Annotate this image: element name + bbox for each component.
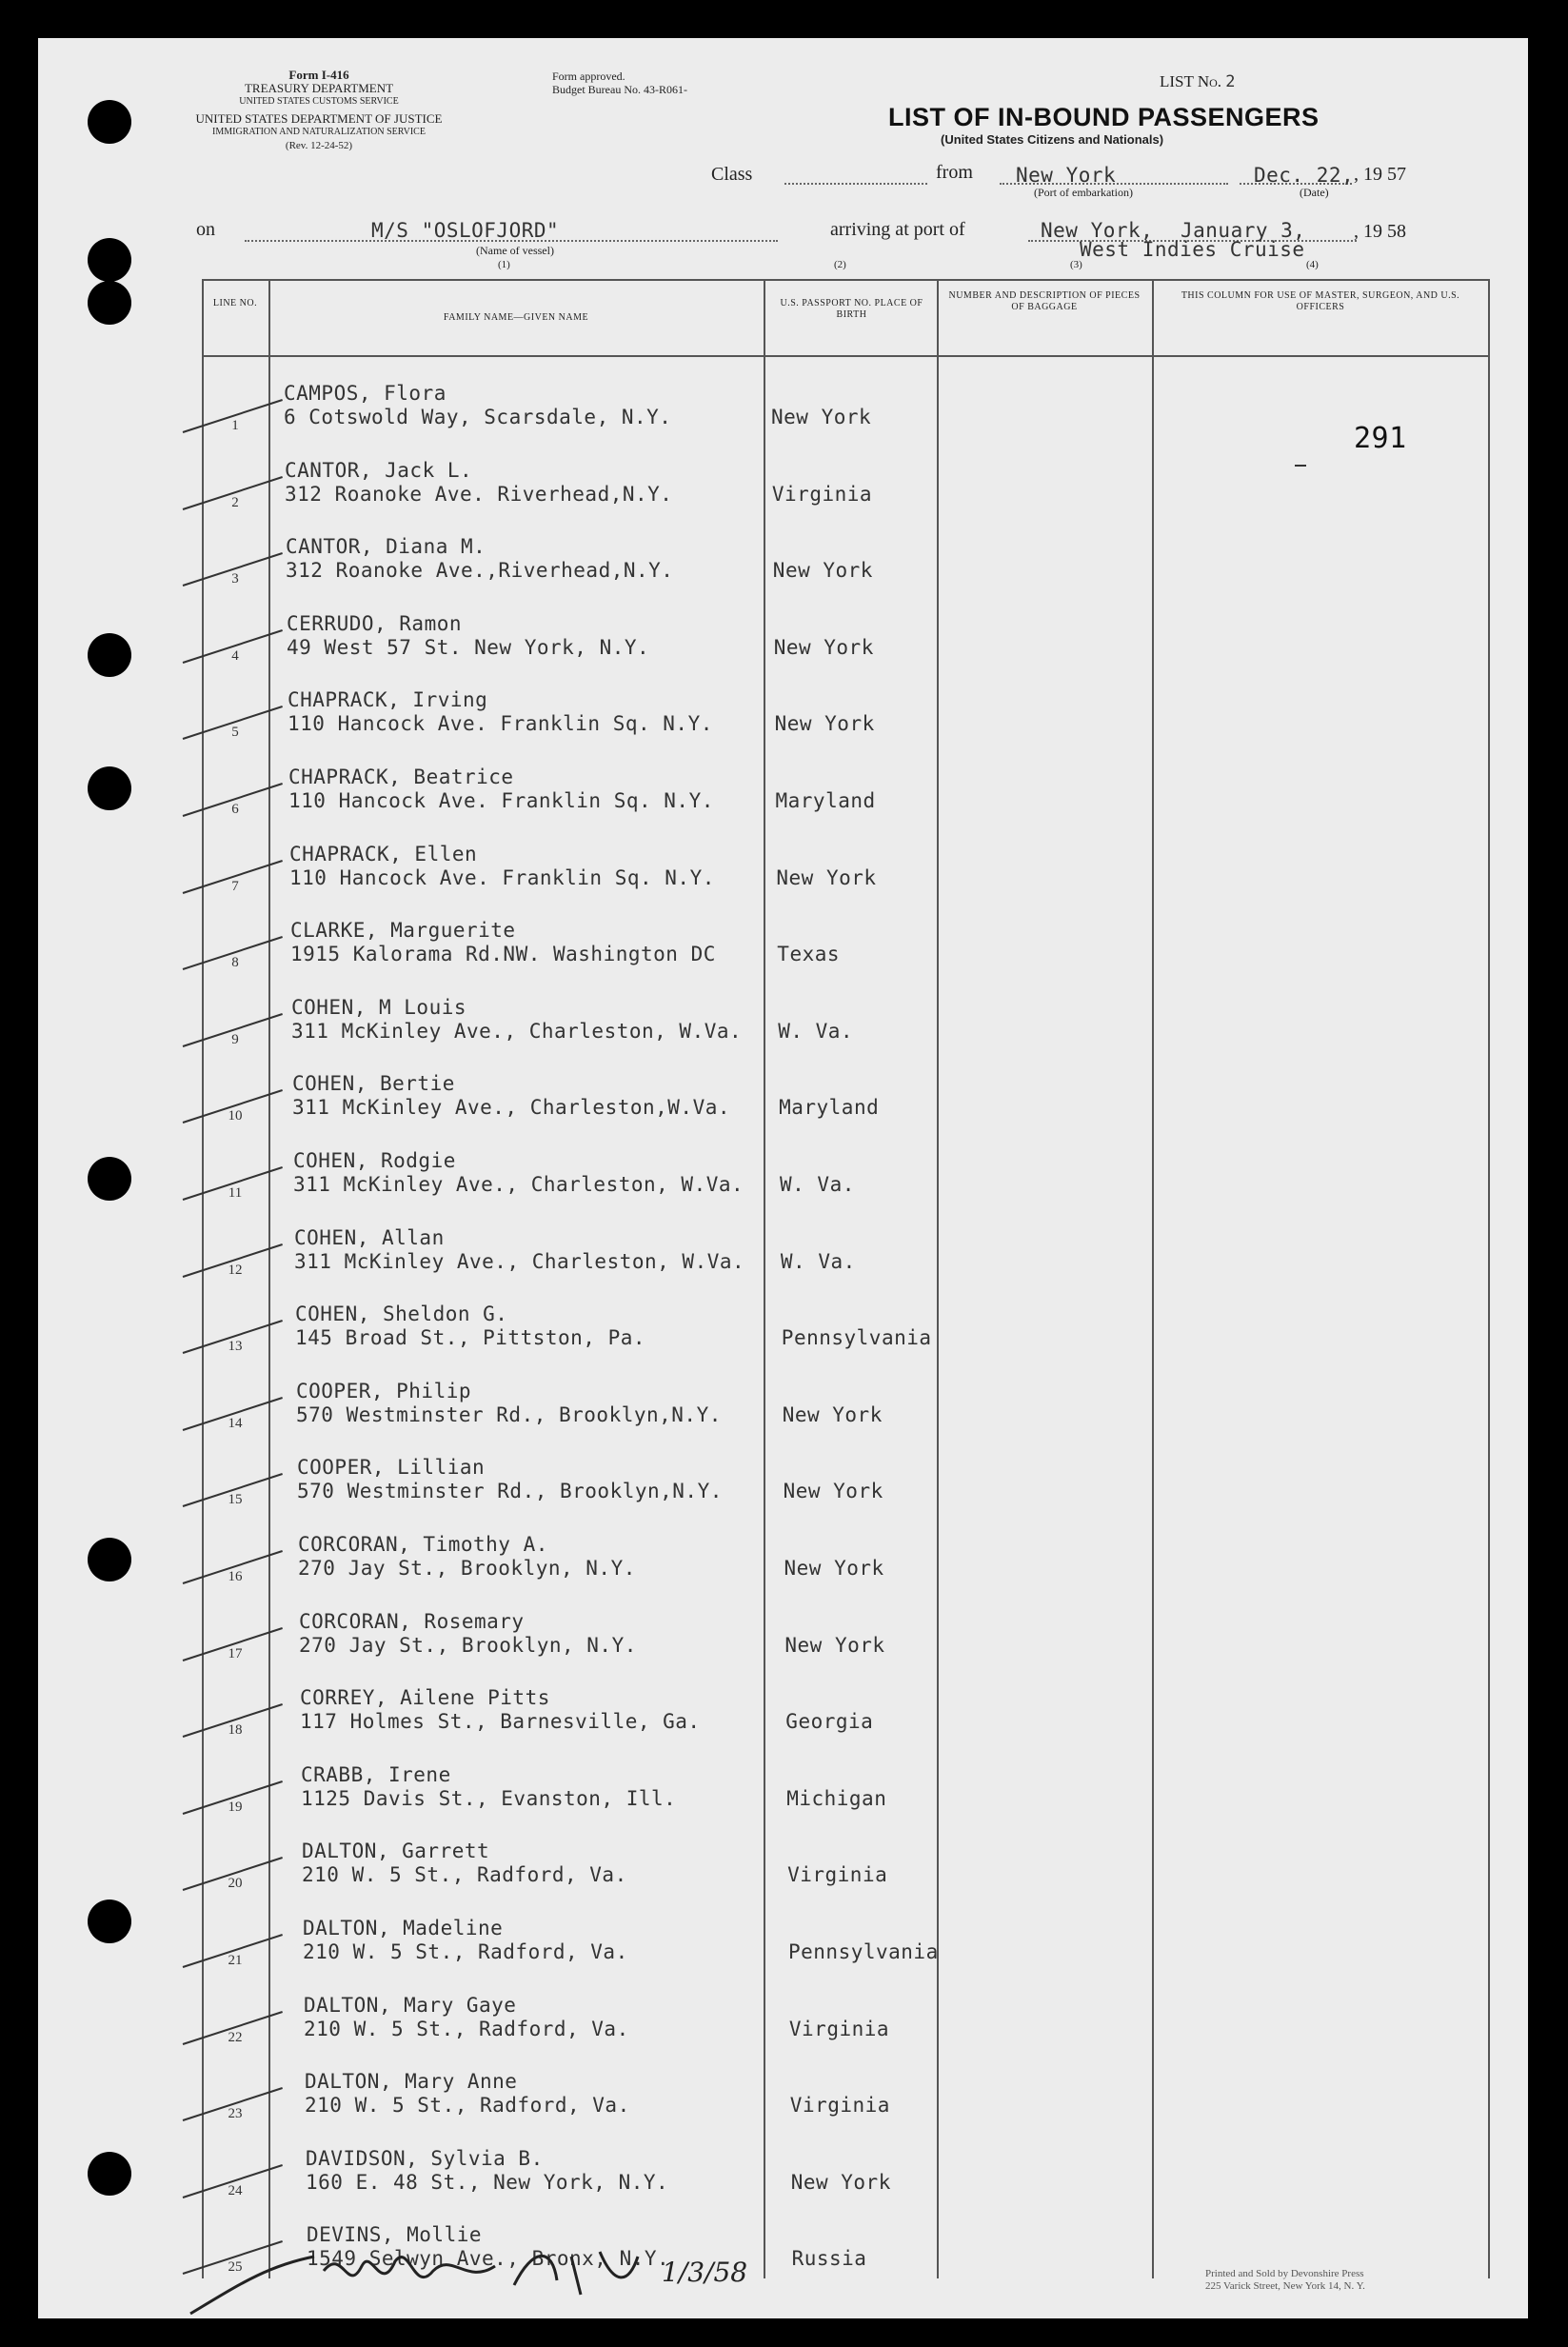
passenger-address: 1915 Kalorama Rd.NW. Washington DC — [290, 943, 716, 966]
table-row — [202, 382, 1463, 458]
passenger-address: 210 W. 5 St., Radford, Va. — [304, 2017, 629, 2040]
passenger-address: 311 McKinley Ave., Charleston,W.Va. — [292, 1096, 731, 1120]
col-num-1: (1) — [498, 259, 510, 270]
passenger-address: 312 Roanoke Ave. Riverhead,N.Y. — [285, 482, 673, 506]
passenger-name: DEVINS, Mollie — [307, 2223, 483, 2247]
punch-hole — [88, 1538, 131, 1581]
passenger-name: COHEN, M Louis — [291, 995, 467, 1019]
passenger-name: COHEN, Bertie — [292, 1072, 455, 1096]
line-number: 7 — [231, 878, 239, 894]
place-of-birth: Michigan — [786, 1786, 887, 1810]
table-row — [202, 535, 1463, 611]
place-of-birth: New York — [772, 559, 873, 583]
line-number: 21 — [228, 1953, 243, 1968]
place-of-birth: W. Va. — [778, 1019, 854, 1043]
port-of-embarkation: New York — [1016, 164, 1117, 187]
place-of-birth: New York — [782, 1402, 883, 1426]
page-title: LIST OF IN-BOUND PASSENGERS — [888, 103, 1320, 131]
dept-justice-sub: IMMIGRATION AND NATURALIZATION SERVICE — [212, 127, 426, 137]
table-row — [202, 919, 1463, 995]
page-subtitle: (United States Citizens and Nationals) — [941, 132, 1164, 147]
passenger-name: DAVIDSON, Sylvia B. — [306, 2146, 544, 2170]
table-row — [202, 612, 1463, 688]
passenger-table — [202, 279, 1490, 2278]
signature-date: 1/3/58 — [662, 2257, 748, 2288]
cruise-name: West Indies Cruise — [1080, 238, 1305, 261]
place-of-birth: New York — [784, 1633, 885, 1657]
arriving-label: arriving at port of — [830, 219, 965, 240]
punch-hole — [88, 100, 131, 144]
place-of-birth: Virginia — [771, 482, 873, 506]
col-header-name: FAMILY NAME—GIVEN NAME — [443, 312, 589, 323]
line-number: 2 — [231, 494, 239, 510]
table-row — [202, 688, 1463, 765]
table-row — [202, 766, 1463, 842]
line-number: 25 — [228, 2259, 243, 2276]
passenger-address: 570 Westminster Rd., Brooklyn,N.Y. — [297, 1480, 723, 1503]
form-approved-text: Form approved. — [552, 70, 625, 83]
arrival-port: New York, — [1041, 219, 1154, 242]
punch-hole — [88, 281, 131, 325]
place-of-birth: New York — [773, 635, 874, 659]
punch-hole — [88, 2152, 131, 2196]
passenger-name: DALTON, Mary Gaye — [304, 1993, 517, 2017]
passenger-address: 210 W. 5 St., Radford, Va. — [303, 1940, 628, 1963]
form-revision: (Rev. 12-24-52) — [285, 140, 353, 151]
table-row — [202, 1380, 1463, 1456]
line-number: 23 — [228, 2106, 243, 2122]
col-num-3: (3) — [1070, 259, 1082, 270]
officer-stamp-number: 291 — [1354, 422, 1407, 455]
passenger-name: CLARKE, Marguerite — [290, 919, 516, 943]
line-number: 14 — [228, 1415, 243, 1431]
passenger-address: 311 McKinley Ave., Charleston, W.Va. — [291, 1019, 743, 1043]
vessel-caption: (Name of vessel) — [476, 244, 554, 257]
table-row — [202, 1456, 1463, 1532]
table-row — [202, 1917, 1463, 1993]
line-number: 5 — [231, 725, 239, 741]
line-number: 18 — [228, 1722, 243, 1739]
passenger-name: CANTOR, Jack L. — [285, 458, 473, 482]
budget-bureau-text: Budget Bureau No. 43-R061- — [552, 83, 687, 96]
line-number: 22 — [228, 2029, 243, 2045]
passenger-address: 110 Hancock Ave. Franklin Sq. N.Y. — [288, 712, 713, 736]
place-of-birth: Pennsylvania — [781, 1326, 932, 1350]
form-header-left — [176, 69, 462, 152]
punch-hole — [88, 1157, 131, 1201]
place-of-birth: Pennsylvania — [788, 1940, 939, 1963]
passenger-address: 49 West 57 St. New York, N.Y. — [287, 635, 650, 659]
passenger-address: 117 Holmes St., Barnesville, Ga. — [300, 1710, 701, 1734]
header-divider — [202, 355, 1490, 357]
punch-hole — [88, 766, 131, 810]
table-row — [202, 1840, 1463, 1916]
place-of-birth: Texas — [777, 943, 841, 966]
line-number: 24 — [228, 2182, 243, 2198]
class-label: Class — [711, 164, 753, 185]
place-of-birth: Russia — [791, 2247, 867, 2271]
arrival-year: , 19 58 — [1354, 221, 1406, 242]
list-number-label: LIST No. — [1160, 72, 1222, 90]
place-of-birth: Virginia — [789, 2094, 890, 2118]
place-of-birth: Maryland — [779, 1096, 880, 1120]
form-number: Form I-416 — [288, 68, 349, 82]
line-number: 6 — [231, 802, 239, 817]
line-number: 10 — [228, 1108, 243, 1124]
from-label: from — [936, 162, 973, 183]
passenger-address: 1125 Davis St., Evanston, Ill. — [301, 1786, 677, 1810]
passenger-name: CORCORAN, Timothy A. — [298, 1533, 548, 1556]
printer-line-1: Printed and Sold by Devonshire Press — [1205, 2268, 1364, 2279]
passenger-address: 210 W. 5 St., Radford, Va. — [305, 2094, 630, 2118]
right-border — [1488, 279, 1490, 2278]
line-number: 19 — [228, 1799, 243, 1815]
col-header-line: LINE NO. — [212, 298, 258, 308]
passenger-address: 311 McKinley Ave., Charleston, W.Va. — [293, 1173, 744, 1196]
printer-line-2: 225 Varick Street, New York 14, N. Y. — [1205, 2280, 1365, 2292]
place-of-birth: New York — [776, 865, 877, 889]
place-of-birth: New York — [783, 1480, 883, 1503]
table-row — [202, 996, 1463, 1072]
table-row — [202, 2070, 1463, 2146]
line-number: 17 — [228, 1645, 243, 1661]
on-label: on — [196, 219, 215, 240]
passenger-address: 160 E. 48 St., New York, N.Y. — [306, 2170, 669, 2194]
place-of-birth: New York — [774, 712, 875, 736]
table-row — [202, 1994, 1463, 2070]
table-row — [202, 1303, 1463, 1379]
dept-justice: UNITED STATES DEPARTMENT OF JUSTICE — [195, 111, 443, 126]
passenger-name: CORREY, Ailene Pitts — [300, 1686, 550, 1710]
table-row — [202, 1226, 1463, 1303]
table-row — [202, 1763, 1463, 1840]
place-of-birth: Virginia — [787, 1863, 888, 1887]
passenger-address: 570 Westminster Rd., Brooklyn,N.Y. — [296, 1402, 722, 1426]
line-number: 16 — [228, 1569, 243, 1584]
dept-treasury: TREASURY DEPARTMENT — [244, 81, 394, 95]
passenger-name: COHEN, Sheldon G. — [295, 1303, 508, 1326]
place-of-birth: New York — [771, 406, 872, 428]
col-header-officers: THIS COLUMN FOR USE OF MASTER, SURGEON, AND U.S. OFFICERS — [1181, 290, 1460, 312]
table-row — [202, 1072, 1463, 1148]
passenger-name: COHEN, Rodgie — [293, 1149, 456, 1172]
dept-treasury-sub: UNITED STATES CUSTOMS SERVICE — [239, 96, 399, 107]
passenger-address: 110 Hancock Ave. Franklin Sq. N.Y. — [288, 789, 714, 812]
passenger-name: DALTON, Garrett — [302, 1840, 490, 1863]
departure-date: Dec. 22, — [1254, 164, 1355, 187]
passenger-name: DALTON, Madeline — [303, 1917, 504, 1939]
table-row — [202, 1533, 1463, 1609]
line-number: 4 — [231, 647, 239, 664]
table-row — [202, 459, 1463, 535]
line-number: 1 — [231, 418, 239, 433]
passenger-name: COOPER, Lillian — [297, 1456, 486, 1480]
passenger-name: CORCORAN, Rosemary — [299, 1609, 525, 1633]
passenger-address: 270 Jay St., Brooklyn, N.Y. — [299, 1633, 637, 1657]
port-embarkation-caption: (Port of embarkation) — [1034, 186, 1133, 199]
table-row — [202, 843, 1463, 919]
passenger-address: 270 Jay St., Brooklyn, N.Y. — [298, 1557, 636, 1580]
passenger-name: CERRUDO, Ramon — [287, 611, 463, 635]
passenger-name: CHAPRACK, Ellen — [289, 842, 478, 865]
line-number: 20 — [228, 1876, 243, 1892]
line-number: 15 — [228, 1492, 243, 1508]
line-number: 11 — [228, 1185, 243, 1201]
line-number: 8 — [231, 955, 239, 971]
place-of-birth: Maryland — [775, 789, 876, 812]
passenger-name: CHAPRACK, Irving — [288, 688, 488, 712]
departure-year: , 19 57 — [1354, 164, 1406, 185]
passenger-address: 6 Cotswold Way, Scarsdale, N.Y. — [284, 406, 672, 428]
table-row — [202, 1149, 1463, 1225]
list-number-value: 2 — [1225, 72, 1237, 91]
form-approval — [552, 70, 752, 96]
line-number: 12 — [228, 1262, 243, 1278]
col-num-4: (4) — [1306, 259, 1319, 270]
passenger-name: CANTOR, Diana M. — [286, 535, 486, 559]
date-caption: (Date) — [1300, 186, 1329, 199]
punch-hole — [88, 238, 131, 282]
punch-hole — [88, 633, 131, 677]
place-of-birth: W. Va. — [780, 1173, 855, 1196]
passenger-address: 1549 Selwyn Ave., Bronx, N.Y. — [307, 2247, 670, 2271]
passenger-name: CAMPOS, Flora — [284, 382, 447, 405]
passenger-name: CHAPRACK, Beatrice — [288, 766, 514, 788]
passenger-address: 210 W. 5 St., Radford, Va. — [302, 1863, 627, 1887]
class-field — [784, 183, 927, 185]
col-header-baggage: NUMBER AND DESCRIPTION OF PIECES OF BAGGAGE — [948, 290, 1141, 312]
table-row — [202, 1610, 1463, 1686]
line-number: 13 — [228, 1339, 243, 1355]
passenger-address: 311 McKinley Ave., Charleston, W.Va. — [294, 1249, 745, 1273]
place-of-birth: Georgia — [785, 1710, 874, 1734]
passenger-address: 312 Roanoke Ave.,Riverhead,N.Y. — [286, 559, 674, 583]
place-of-birth: New York — [790, 2170, 891, 2194]
punch-hole — [88, 1899, 131, 1943]
place-of-birth: New York — [784, 1557, 884, 1580]
col-num-2: (2) — [834, 259, 846, 270]
vessel-name: M/S "OSLOFJORD" — [371, 219, 560, 242]
passenger-name: COOPER, Philip — [296, 1379, 472, 1402]
document-page — [38, 38, 1528, 2318]
arrival-date: January 3, — [1181, 219, 1306, 242]
passenger-address: 145 Broad St., Pittston, Pa. — [295, 1326, 646, 1350]
passenger-name: DALTON, Mary Anne — [305, 2070, 518, 2094]
passenger-name: COHEN, Allan — [294, 1225, 445, 1249]
passenger-address: 110 Hancock Ave. Franklin Sq. N.Y. — [289, 865, 715, 889]
place-of-birth: Virginia — [788, 2017, 890, 2040]
line-number: 3 — [231, 571, 239, 587]
table-row — [202, 1686, 1463, 1762]
line-number: 9 — [231, 1031, 239, 1047]
col-header-passport: U.S. PASSPORT NO. PLACE OF BIRTH — [780, 298, 923, 320]
printer-credit — [1205, 2268, 1365, 2293]
table-top-border — [202, 279, 1490, 281]
passenger-name: CRABB, Irene — [301, 1762, 451, 1786]
list-number — [1160, 72, 1236, 91]
place-of-birth: W. Va. — [780, 1249, 856, 1273]
table-row — [202, 2147, 1463, 2223]
